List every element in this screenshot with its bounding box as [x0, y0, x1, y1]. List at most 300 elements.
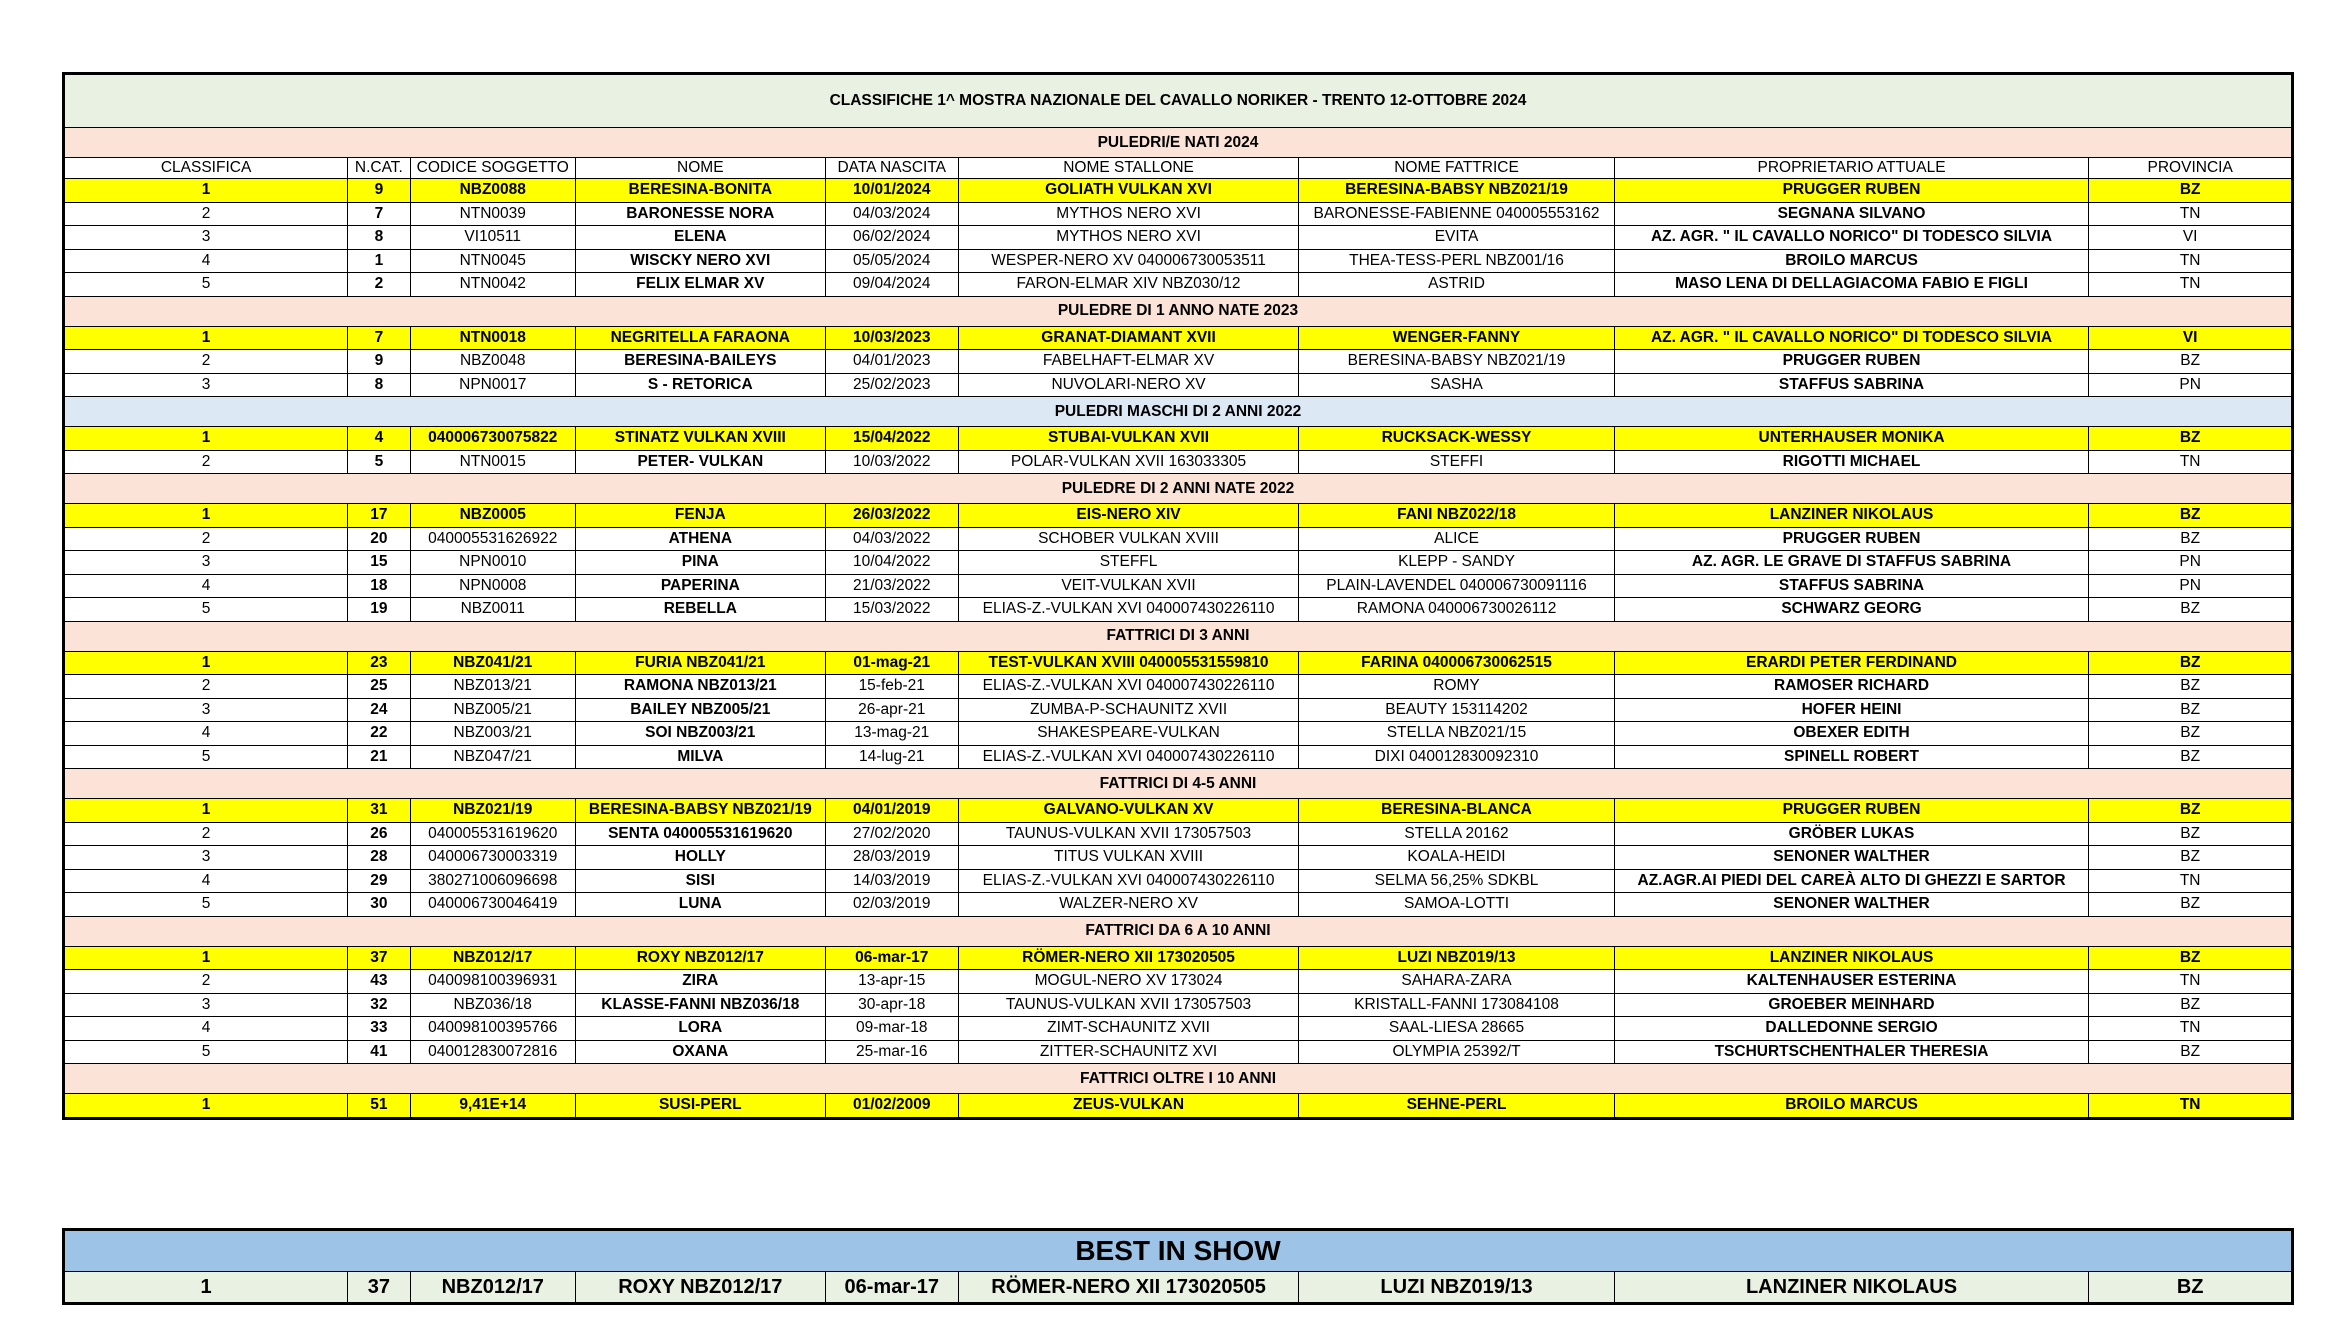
sire-name: FABELHAFT-ELMAR XV [958, 350, 1299, 374]
table-row [64, 698, 2293, 722]
birth-date: 01/02/2009 [825, 1094, 958, 1119]
province: BZ [2089, 651, 2293, 675]
birth-date: 01-mag-21 [825, 651, 958, 675]
birth-date: 26-apr-21 [825, 698, 958, 722]
sire-name: ELIAS-Z.-VULKAN XVI 040007430226110 [958, 745, 1299, 769]
owner: RIGOTTI MICHAEL [1614, 450, 2089, 474]
subject-code: NBZ013/21 [410, 675, 575, 699]
birth-date: 27/02/2020 [825, 822, 958, 846]
horse-name: PETER- VULKAN [575, 450, 825, 474]
section-title: PULEDRI/E NATI 2024 [64, 128, 2293, 158]
owner: AZ. AGR. " IL CAVALLO NORICO" DI TODESCO SILVIA [1614, 226, 2089, 250]
birth-date: 10/03/2023 [825, 326, 958, 350]
column-header: DATA NASCITA [825, 158, 958, 179]
horse-name: OXANA [575, 1040, 825, 1064]
rank: 4 [64, 574, 348, 598]
column-header: PROVINCIA [2089, 158, 2293, 179]
subject-code: 380271006096698 [410, 869, 575, 893]
rank: 2 [64, 970, 348, 994]
owner: SEGNANA SILVANO [1614, 202, 2089, 226]
owner: LANZINER NIKOLAUS [1614, 1272, 2089, 1304]
subject-code: NPN0008 [410, 574, 575, 598]
section-header [64, 769, 2293, 799]
winner-row [64, 326, 2293, 350]
table-row [64, 598, 2293, 622]
category-number: 19 [348, 598, 410, 622]
dam-name: THEA-TESS-PERL NBZ001/16 [1299, 249, 1614, 273]
owner: AZ. AGR. " IL CAVALLO NORICO" DI TODESCO SILVIA [1614, 326, 2089, 350]
birth-date: 09/04/2024 [825, 273, 958, 297]
province: BZ [2089, 993, 2293, 1017]
birth-date: 28/03/2019 [825, 846, 958, 870]
section-header [64, 128, 2293, 158]
sire-name: SCHOBER VULKAN XVIII [958, 527, 1299, 551]
owner: SPINELL ROBERT [1614, 745, 2089, 769]
horse-name: ELENA [575, 226, 825, 250]
rank: 2 [64, 527, 348, 551]
province: TN [2089, 970, 2293, 994]
rank: 3 [64, 846, 348, 870]
category-number: 8 [348, 226, 410, 250]
subject-code: NBZ003/21 [410, 722, 575, 746]
province: BZ [2089, 179, 2293, 203]
horse-name: PINA [575, 551, 825, 575]
rank: 5 [64, 1040, 348, 1064]
sire-name: VEIT-VULKAN XVII [958, 574, 1299, 598]
horse-name: FELIX ELMAR XV [575, 273, 825, 297]
category-number: 2 [348, 273, 410, 297]
owner: GRÖBER LUKAS [1614, 822, 2089, 846]
table-row [64, 970, 2293, 994]
category-number: 23 [348, 651, 410, 675]
subject-code: NPN0017 [410, 373, 575, 397]
sire-name: ZUMBA-P-SCHAUNITZ XVII [958, 698, 1299, 722]
province: TN [2089, 869, 2293, 893]
owner: LANZINER NIKOLAUS [1614, 946, 2089, 970]
province: BZ [2089, 527, 2293, 551]
dam-name: KOALA-HEIDI [1299, 846, 1614, 870]
birth-date: 10/04/2022 [825, 551, 958, 575]
sire-name: ELIAS-Z.-VULKAN XVI 040007430226110 [958, 675, 1299, 699]
subject-code: 040006730075822 [410, 427, 575, 451]
dam-name: LUZI NBZ019/13 [1299, 946, 1614, 970]
owner: DALLEDONNE SERGIO [1614, 1017, 2089, 1041]
rank: 1 [64, 326, 348, 350]
dam-name: RUCKSACK-WESSY [1299, 427, 1614, 451]
horse-name: WISCKY NERO XVI [575, 249, 825, 273]
rank: 1 [64, 651, 348, 675]
province: BZ [2089, 846, 2293, 870]
horse-name: LUNA [575, 893, 825, 917]
horse-name: HOLLY [575, 846, 825, 870]
sire-name: TEST-VULKAN XVIII 040005531559810 [958, 651, 1299, 675]
winner-row [64, 799, 2293, 823]
province: BZ [2089, 745, 2293, 769]
horse-name: SENTA 040005531619620 [575, 822, 825, 846]
category-number: 7 [348, 326, 410, 350]
dam-name: PLAIN-LAVENDEL 040006730091116 [1299, 574, 1614, 598]
table-row [64, 350, 2293, 374]
table-row [64, 373, 2293, 397]
province: BZ [2089, 675, 2293, 699]
best-in-show-row [64, 1272, 2293, 1304]
column-header-row [64, 158, 2293, 179]
sire-name: EIS-NERO XIV [958, 504, 1299, 528]
birth-date: 21/03/2022 [825, 574, 958, 598]
column-header: PROPRIETARIO ATTUALE [1614, 158, 2089, 179]
dam-name: DIXI 040012830092310 [1299, 745, 1614, 769]
subject-code: 9,41E+14 [410, 1094, 575, 1119]
rank: 4 [64, 722, 348, 746]
horse-name: FENJA [575, 504, 825, 528]
subject-code: NBZ0011 [410, 598, 575, 622]
subject-code: NTN0042 [410, 273, 575, 297]
subject-code: NBZ021/19 [410, 799, 575, 823]
horse-name: BARONESSE NORA [575, 202, 825, 226]
birth-date: 04/01/2023 [825, 350, 958, 374]
subject-code: 040006730003319 [410, 846, 575, 870]
rank: 5 [64, 745, 348, 769]
owner: AZ. AGR. LE GRAVE DI STAFFUS SABRINA [1614, 551, 2089, 575]
table-row [64, 745, 2293, 769]
subject-code: 040005531619620 [410, 822, 575, 846]
dam-name: STELLA NBZ021/15 [1299, 722, 1614, 746]
birth-date: 04/03/2022 [825, 527, 958, 551]
birth-date: 14-lug-21 [825, 745, 958, 769]
province: BZ [2089, 799, 2293, 823]
category-number: 37 [348, 946, 410, 970]
subject-code: NBZ036/18 [410, 993, 575, 1017]
category-number: 4 [348, 427, 410, 451]
province: TN [2089, 273, 2293, 297]
dam-name: SAHARA-ZARA [1299, 970, 1614, 994]
dam-name: ALICE [1299, 527, 1614, 551]
horse-name: BERESINA-BONITA [575, 179, 825, 203]
table-row [64, 551, 2293, 575]
subject-code: 040012830072816 [410, 1040, 575, 1064]
subject-code: 040098100396931 [410, 970, 575, 994]
rank: 1 [64, 504, 348, 528]
owner: PRUGGER RUBEN [1614, 527, 2089, 551]
owner: SCHWARZ GEORG [1614, 598, 2089, 622]
sire-name: TAUNUS-VULKAN XVII 173057503 [958, 993, 1299, 1017]
category-number: 28 [348, 846, 410, 870]
category-number: 17 [348, 504, 410, 528]
results-table [62, 72, 2294, 1120]
subject-code: 040005531626922 [410, 527, 575, 551]
province: BZ [2089, 1040, 2293, 1064]
rank: 1 [64, 1094, 348, 1119]
table-row [64, 1017, 2293, 1041]
subject-code: NBZ012/17 [410, 1272, 575, 1304]
section-title: FATTRICI OLTRE I 10 ANNI [64, 1064, 2293, 1094]
subject-code: NBZ0088 [410, 179, 575, 203]
section-header [64, 621, 2293, 651]
birth-date: 05/05/2024 [825, 249, 958, 273]
dam-name: STELLA 20162 [1299, 822, 1614, 846]
category-number: 37 [348, 1272, 410, 1304]
rank: 2 [64, 822, 348, 846]
category-number: 51 [348, 1094, 410, 1119]
table-row [64, 993, 2293, 1017]
province: TN [2089, 450, 2293, 474]
subject-code: NTN0018 [410, 326, 575, 350]
horse-name: BERESINA-BABSY NBZ021/19 [575, 799, 825, 823]
rank: 1 [64, 427, 348, 451]
table-row [64, 675, 2293, 699]
section-header [64, 296, 2293, 326]
table-row [64, 273, 2293, 297]
category-number: 30 [348, 893, 410, 917]
owner: BROILO MARCUS [1614, 249, 2089, 273]
horse-name: NEGRITELLA FARAONA [575, 326, 825, 350]
owner: OBEXER EDITH [1614, 722, 2089, 746]
rank: 3 [64, 373, 348, 397]
category-number: 21 [348, 745, 410, 769]
results-sheet [62, 72, 2294, 1121]
horse-name: REBELLA [575, 598, 825, 622]
dam-name: SASHA [1299, 373, 1614, 397]
subject-code: NBZ0005 [410, 504, 575, 528]
province: TN [2089, 1094, 2293, 1119]
horse-name: KLASSE-FANNI NBZ036/18 [575, 993, 825, 1017]
dam-name: SAAL-LIESA 28665 [1299, 1017, 1614, 1041]
horse-name: SOI NBZ003/21 [575, 722, 825, 746]
birth-date: 02/03/2019 [825, 893, 958, 917]
table-row [64, 226, 2293, 250]
dam-name: EVITA [1299, 226, 1614, 250]
birth-date: 06-mar-17 [825, 1272, 958, 1304]
category-number: 26 [348, 822, 410, 846]
table-row [64, 846, 2293, 870]
column-header: NOME [575, 158, 825, 179]
rank: 2 [64, 675, 348, 699]
owner: ERARDI PETER FERDINAND [1614, 651, 2089, 675]
province: BZ [2089, 722, 2293, 746]
owner: KALTENHAUSER ESTERINA [1614, 970, 2089, 994]
owner: SENONER WALTHER [1614, 846, 2089, 870]
birth-date: 15/04/2022 [825, 427, 958, 451]
birth-date: 13-mag-21 [825, 722, 958, 746]
section-title: FATTRICI DA 6 A 10 ANNI [64, 916, 2293, 946]
rank: 4 [64, 1017, 348, 1041]
dam-name: FARINA 040006730062515 [1299, 651, 1614, 675]
category-number: 41 [348, 1040, 410, 1064]
category-number: 31 [348, 799, 410, 823]
column-header: CLASSIFICA [64, 158, 348, 179]
table-row [64, 822, 2293, 846]
sire-name: SHAKESPEARE-VULKAN [958, 722, 1299, 746]
horse-name: ROXY NBZ012/17 [575, 1272, 825, 1304]
rank: 3 [64, 551, 348, 575]
sire-name: GALVANO-VULKAN XV [958, 799, 1299, 823]
owner: LANZINER NIKOLAUS [1614, 504, 2089, 528]
subject-code: NBZ047/21 [410, 745, 575, 769]
rank: 1 [64, 179, 348, 203]
sire-name: TITUS VULKAN XVIII [958, 846, 1299, 870]
sire-name: GOLIATH VULKAN XVI [958, 179, 1299, 203]
birth-date: 26/03/2022 [825, 504, 958, 528]
sire-name: WALZER-NERO XV [958, 893, 1299, 917]
rank: 4 [64, 249, 348, 273]
owner: AZ.AGR.AI PIEDI DEL CAREÀ ALTO DI GHEZZI E SARTOR [1614, 869, 2089, 893]
table-row [64, 574, 2293, 598]
rank: 2 [64, 350, 348, 374]
dam-name: BARONESSE-FABIENNE 040005553162 [1299, 202, 1614, 226]
rank: 4 [64, 869, 348, 893]
birth-date: 25-mar-16 [825, 1040, 958, 1064]
birth-date: 06-mar-17 [825, 946, 958, 970]
province: TN [2089, 202, 2293, 226]
document-title: CLASSIFICHE 1^ MOSTRA NAZIONALE DEL CAVALLO NORIKER - TRENTO 12-OTTOBRE 2024 [64, 74, 2293, 128]
subject-code: NPN0010 [410, 551, 575, 575]
rank: 1 [64, 799, 348, 823]
category-number: 7 [348, 202, 410, 226]
section-header [64, 474, 2293, 504]
dam-name: BERESINA-BABSY NBZ021/19 [1299, 350, 1614, 374]
dam-name: BEAUTY 153114202 [1299, 698, 1614, 722]
rank: 2 [64, 450, 348, 474]
category-number: 22 [348, 722, 410, 746]
table-row [64, 202, 2293, 226]
rank: 1 [64, 946, 348, 970]
best-in-show-table [62, 1228, 2294, 1305]
owner: BROILO MARCUS [1614, 1094, 2089, 1119]
owner: STAFFUS SABRINA [1614, 373, 2089, 397]
subject-code: NTN0039 [410, 202, 575, 226]
sire-name: WESPER-NERO XV 040006730053511 [958, 249, 1299, 273]
province: BZ [2089, 350, 2293, 374]
birth-date: 06/02/2024 [825, 226, 958, 250]
owner: MASO LENA DI DELLAGIACOMA FABIO E FIGLI [1614, 273, 2089, 297]
table-row [64, 249, 2293, 273]
section-title: PULEDRE DI 2 ANNI NATE 2022 [64, 474, 2293, 504]
best-in-show-header [64, 1230, 2293, 1272]
dam-name: KLEPP - SANDY [1299, 551, 1614, 575]
rank: 3 [64, 698, 348, 722]
province: BZ [2089, 893, 2293, 917]
section-title: FATTRICI DI 4-5 ANNI [64, 769, 2293, 799]
dam-name: ROMY [1299, 675, 1614, 699]
winner-row [64, 504, 2293, 528]
winner-row [64, 651, 2293, 675]
sire-name: STEFFL [958, 551, 1299, 575]
rank: 5 [64, 893, 348, 917]
subject-code: 040098100395766 [410, 1017, 575, 1041]
birth-date: 14/03/2019 [825, 869, 958, 893]
column-header: NOME STALLONE [958, 158, 1299, 179]
sire-name: STUBAI-VULKAN XVII [958, 427, 1299, 451]
table-row [64, 893, 2293, 917]
rank: 1 [64, 1272, 348, 1304]
sire-name: TAUNUS-VULKAN XVII 173057503 [958, 822, 1299, 846]
horse-name: ATHENA [575, 527, 825, 551]
horse-name: SUSI-PERL [575, 1094, 825, 1119]
sire-name: NUVOLARI-NERO XV [958, 373, 1299, 397]
birth-date: 15/03/2022 [825, 598, 958, 622]
sire-name: MOGUL-NERO XV 173024 [958, 970, 1299, 994]
category-number: 1 [348, 249, 410, 273]
owner: PRUGGER RUBEN [1614, 179, 2089, 203]
table-row [64, 869, 2293, 893]
horse-name: RAMONA NBZ013/21 [575, 675, 825, 699]
category-number: 29 [348, 869, 410, 893]
dam-name: OLYMPIA 25392/T [1299, 1040, 1614, 1064]
horse-name: S - RETORICA [575, 373, 825, 397]
subject-code: NTN0015 [410, 450, 575, 474]
sire-name: RÖMER-NERO XII 173020505 [958, 1272, 1299, 1304]
sire-name: GRANAT-DIAMANT XVII [958, 326, 1299, 350]
birth-date: 10/03/2022 [825, 450, 958, 474]
dam-name: BERESINA-BLANCA [1299, 799, 1614, 823]
winner-row [64, 1094, 2293, 1119]
section-header [64, 1064, 2293, 1094]
title-row [64, 74, 2293, 128]
winner-row [64, 946, 2293, 970]
province: BZ [2089, 427, 2293, 451]
sire-name: POLAR-VULKAN XVII 163033305 [958, 450, 1299, 474]
province: VI [2089, 226, 2293, 250]
province: TN [2089, 1017, 2293, 1041]
category-number: 9 [348, 179, 410, 203]
owner: TSCHURTSCHENTHALER THERESIA [1614, 1040, 2089, 1064]
winner-row [64, 427, 2293, 451]
winner-row [64, 179, 2293, 203]
dam-name: STEFFI [1299, 450, 1614, 474]
category-number: 8 [348, 373, 410, 397]
subject-code: NBZ005/21 [410, 698, 575, 722]
rank: 5 [64, 598, 348, 622]
birth-date: 13-apr-15 [825, 970, 958, 994]
category-number: 18 [348, 574, 410, 598]
rank: 2 [64, 202, 348, 226]
owner: HOFER HEINI [1614, 698, 2089, 722]
sire-name: ZEUS-VULKAN [958, 1094, 1299, 1119]
province: PN [2089, 373, 2293, 397]
birth-date: 25/02/2023 [825, 373, 958, 397]
category-number: 5 [348, 450, 410, 474]
sire-name: ZITTER-SCHAUNITZ XVI [958, 1040, 1299, 1064]
horse-name: LORA [575, 1017, 825, 1041]
sire-name: MYTHOS NERO XVI [958, 226, 1299, 250]
category-number: 9 [348, 350, 410, 374]
category-number: 25 [348, 675, 410, 699]
rank: 3 [64, 226, 348, 250]
dam-name: SEHNE-PERL [1299, 1094, 1614, 1119]
best-in-show-title: BEST IN SHOW [64, 1230, 2293, 1272]
horse-name: BAILEY NBZ005/21 [575, 698, 825, 722]
owner: PRUGGER RUBEN [1614, 350, 2089, 374]
sire-name: ZIMT-SCHAUNITZ XVII [958, 1017, 1299, 1041]
dam-name: LUZI NBZ019/13 [1299, 1272, 1614, 1304]
dam-name: KRISTALL-FANNI 173084108 [1299, 993, 1614, 1017]
rank: 5 [64, 273, 348, 297]
table-row [64, 1040, 2293, 1064]
horse-name: MILVA [575, 745, 825, 769]
dam-name: FANI NBZ022/18 [1299, 504, 1614, 528]
dam-name: SAMOA-LOTTI [1299, 893, 1614, 917]
section-header [64, 916, 2293, 946]
birth-date: 09-mar-18 [825, 1017, 958, 1041]
category-number: 20 [348, 527, 410, 551]
horse-name: STINATZ VULKAN XVIII [575, 427, 825, 451]
horse-name: BERESINA-BAILEYS [575, 350, 825, 374]
table-row [64, 527, 2293, 551]
section-title: PULEDRE DI 1 ANNO NATE 2023 [64, 296, 2293, 326]
birth-date: 30-apr-18 [825, 993, 958, 1017]
horse-name: PAPERINA [575, 574, 825, 598]
section-header [64, 397, 2293, 427]
